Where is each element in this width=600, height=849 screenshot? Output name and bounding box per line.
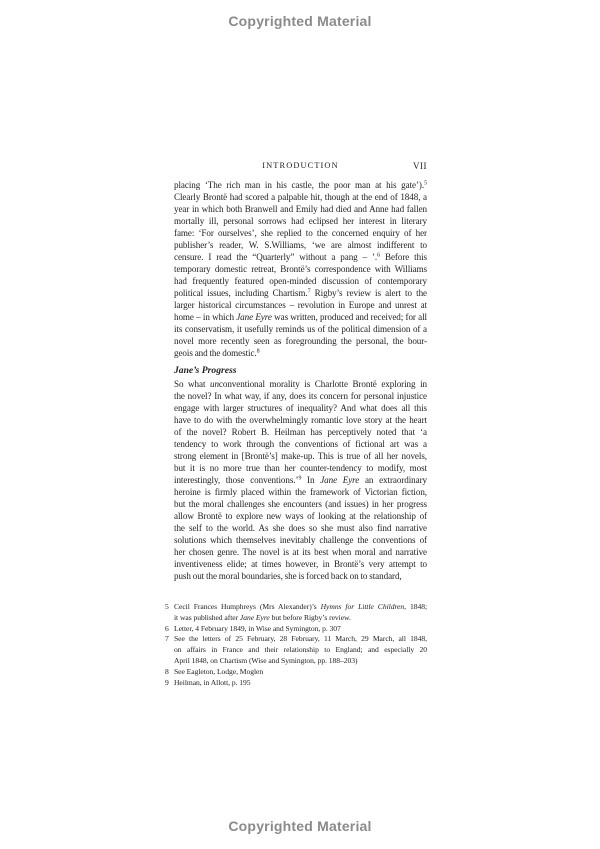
text-run: it was published after bbox=[174, 612, 240, 622]
text-run: political issues, including Chartism. bbox=[174, 288, 308, 298]
text-line bbox=[174, 191, 427, 203]
text-run: on affairs in France and their relationship to England; and especially 20 bbox=[174, 645, 427, 655]
text-line bbox=[174, 426, 427, 438]
text-run: See the letters of 25 February, 28 February, 11 March, 29 March, all 1848, bbox=[174, 634, 427, 644]
footnote-text bbox=[174, 678, 427, 689]
text-run: have to do with the overwhelmingly romantic love story at the heart bbox=[174, 415, 427, 425]
text-line bbox=[174, 450, 427, 462]
text-run: an extraordinary bbox=[359, 475, 428, 485]
text-line bbox=[174, 311, 427, 323]
text-line bbox=[174, 203, 427, 215]
footnote-line bbox=[174, 656, 427, 667]
text-run: Before this bbox=[380, 252, 427, 262]
text-run: publisher’s reader, W. S.Williams, ‘we are almost indifferent to bbox=[174, 240, 427, 250]
text-run: year in which both Branwell and Emily had died and Anne had fallen bbox=[174, 204, 427, 214]
page-number: VII bbox=[413, 161, 427, 171]
footnote-text bbox=[174, 602, 427, 613]
footnote-text bbox=[174, 656, 427, 667]
text-line bbox=[174, 546, 427, 558]
text-run: temporary domestic retreat, Brontë’s correspondence with Williams bbox=[174, 264, 427, 274]
text-run: larger historical circumstances – revolution in Europe and unrest at bbox=[174, 300, 427, 310]
footnotes bbox=[165, 602, 428, 688]
footnote-text bbox=[174, 667, 427, 678]
footnote-text bbox=[174, 613, 427, 624]
text-line bbox=[174, 522, 427, 534]
text-line bbox=[174, 498, 427, 510]
text-run: of the novel? Robert B. Heilman has perceptively noted that ‘a bbox=[174, 427, 427, 437]
text-run: was written, produced and received; for all bbox=[271, 312, 427, 322]
text-run: push out the moral boundaries, she is forced back on to standard, bbox=[174, 571, 402, 581]
text-run: strong element in [Brontë’s] make-up. This is true of all her novels, bbox=[174, 451, 427, 461]
italic-text: Jane Eyre bbox=[236, 312, 272, 322]
running-head bbox=[174, 161, 427, 175]
text-run: Rigby’s review is alert to the bbox=[310, 288, 427, 298]
footnote-text bbox=[174, 645, 427, 656]
footnote-text bbox=[174, 634, 427, 645]
text-line bbox=[174, 263, 427, 275]
footnote-line bbox=[174, 613, 427, 624]
text-run: Clearly Brontë had scored a palpable hit, though at the end of 1848, a bbox=[174, 192, 427, 202]
text-run: her chosen genre. The novel is at its best when moral and narrative bbox=[174, 547, 427, 557]
text-run: interestingly, those conventions.’ bbox=[174, 475, 299, 485]
text-run: In bbox=[301, 475, 321, 485]
text-line bbox=[174, 335, 427, 347]
footnote-line bbox=[174, 645, 427, 656]
text-run: See Eagleton, Lodge, Moglen bbox=[174, 666, 264, 676]
italic-text: Jane Eyre bbox=[239, 612, 270, 622]
text-line bbox=[174, 378, 427, 390]
text-line bbox=[174, 414, 427, 426]
footnote-text bbox=[174, 624, 427, 635]
footnote-ref: 9 bbox=[298, 475, 302, 482]
text-run: conventional morality is Charlotte Brontë exploring in bbox=[218, 379, 427, 389]
paragraph-1 bbox=[174, 179, 427, 359]
text-line bbox=[174, 179, 427, 191]
text-run: heroine is firmly placed within the framework of Victorian fiction, bbox=[174, 487, 427, 497]
text-run: April 1848, on Chartism (Wise and Symington, pp. 188–203) bbox=[174, 655, 358, 665]
footnote-ref: 5 bbox=[424, 180, 427, 187]
text-line bbox=[174, 239, 427, 251]
text-line bbox=[174, 227, 427, 239]
footnote-line bbox=[165, 602, 428, 613]
text-column bbox=[165, 161, 428, 688]
italic-text: Jane Eyre bbox=[320, 475, 360, 485]
section-heading: Jane’s Progress bbox=[174, 365, 237, 376]
footnote-number: 6 bbox=[165, 623, 169, 633]
text-run: the novel? In what way, if any, does its concern for personal injustice bbox=[174, 391, 427, 401]
text-run: So what bbox=[174, 379, 210, 389]
text-run: censure. I read the “Quarterly” without a pang – ’. bbox=[174, 252, 378, 262]
text-line bbox=[174, 570, 427, 582]
footnote-number: 7 bbox=[165, 634, 169, 644]
text-run: , 1848; bbox=[404, 602, 428, 611]
footnote-number: 5 bbox=[165, 602, 169, 611]
text-run: the self to the world. As she does so she must also find narrative bbox=[174, 523, 427, 533]
text-line bbox=[174, 390, 427, 402]
text-line bbox=[174, 558, 427, 570]
footnote-number: 8 bbox=[165, 666, 169, 676]
text-line bbox=[174, 462, 427, 474]
footnote-number: 9 bbox=[165, 677, 169, 687]
text-line bbox=[174, 275, 427, 287]
text-run: allow Brontë to explore new ways of looking at the relationship of bbox=[174, 511, 427, 521]
text-run: geois and the domestic. bbox=[174, 348, 257, 358]
footnote-ref: 8 bbox=[256, 348, 260, 355]
text-run: its conservatism, it usefully reminds us of the political dimension of a bbox=[174, 324, 427, 334]
text-run: fame: ‘For ourselves’, she replied to the concerned enquiry of her bbox=[174, 228, 427, 238]
text-run: engage with larger structures of inequality? And what does all this bbox=[174, 403, 427, 413]
italic-text: Hymns for Little Children bbox=[320, 602, 405, 611]
text-line bbox=[174, 474, 427, 486]
text-line bbox=[174, 347, 427, 359]
text-run: Letter, 4 February 1849, in Wise and Symington, p. 307 bbox=[174, 623, 341, 633]
copyright-watermark-top: Copyrighted Material bbox=[228, 13, 372, 29]
text-run: but the moral challenges she encounters (and issues) in her progress bbox=[174, 499, 427, 509]
text-line bbox=[174, 215, 427, 227]
running-head-title: INTRODUCTION bbox=[262, 161, 339, 170]
text-line bbox=[174, 287, 427, 299]
footnote-ref: 6 bbox=[377, 252, 381, 259]
text-run: mortally ill, personal sorrows had eclipsed her interest in literary bbox=[174, 216, 427, 226]
text-run: had frequently featured open-minded discussion of contemporary bbox=[174, 276, 427, 286]
text-line bbox=[174, 486, 427, 498]
footnote-ref: 7 bbox=[307, 288, 311, 295]
text-run: placing ‘The rich man in his castle, the poor man at his gate’). bbox=[174, 180, 425, 190]
footnote-line bbox=[165, 623, 427, 635]
paragraph-2 bbox=[174, 378, 427, 582]
text-run: novel more recently seen as foregrounding the personal, the bour- bbox=[174, 336, 427, 346]
text-run: Cecil Frances Humphreys (Mrs Alexander)’s bbox=[174, 602, 321, 611]
footnote-line bbox=[165, 666, 427, 678]
text-line bbox=[174, 323, 427, 335]
italic-text: un bbox=[209, 379, 219, 389]
text-run: home – in which bbox=[174, 312, 237, 322]
text-run: inventiveness elide; at times however, in Brontë’s very attempt to bbox=[174, 559, 427, 569]
text-line bbox=[174, 438, 427, 450]
text-run: Heilman, in Allott, p. 195 bbox=[174, 677, 251, 687]
text-line bbox=[174, 299, 427, 311]
text-run: tendency to work through the conventions of fictional art was a bbox=[174, 439, 427, 449]
text-run: but before Rigby’s review. bbox=[269, 612, 351, 622]
text-line bbox=[174, 534, 427, 546]
copyright-watermark-bottom: Copyrighted Material bbox=[228, 818, 372, 834]
footnote-line bbox=[165, 677, 427, 689]
text-line bbox=[174, 402, 427, 414]
text-line bbox=[174, 251, 427, 263]
footnote-line bbox=[165, 634, 427, 645]
text-run: but it is no more true than her counter-tendency to modify, most bbox=[174, 463, 427, 473]
text-run: solutions which themselves inevitably challenge the conventions of bbox=[174, 535, 427, 545]
text-line bbox=[174, 510, 427, 522]
